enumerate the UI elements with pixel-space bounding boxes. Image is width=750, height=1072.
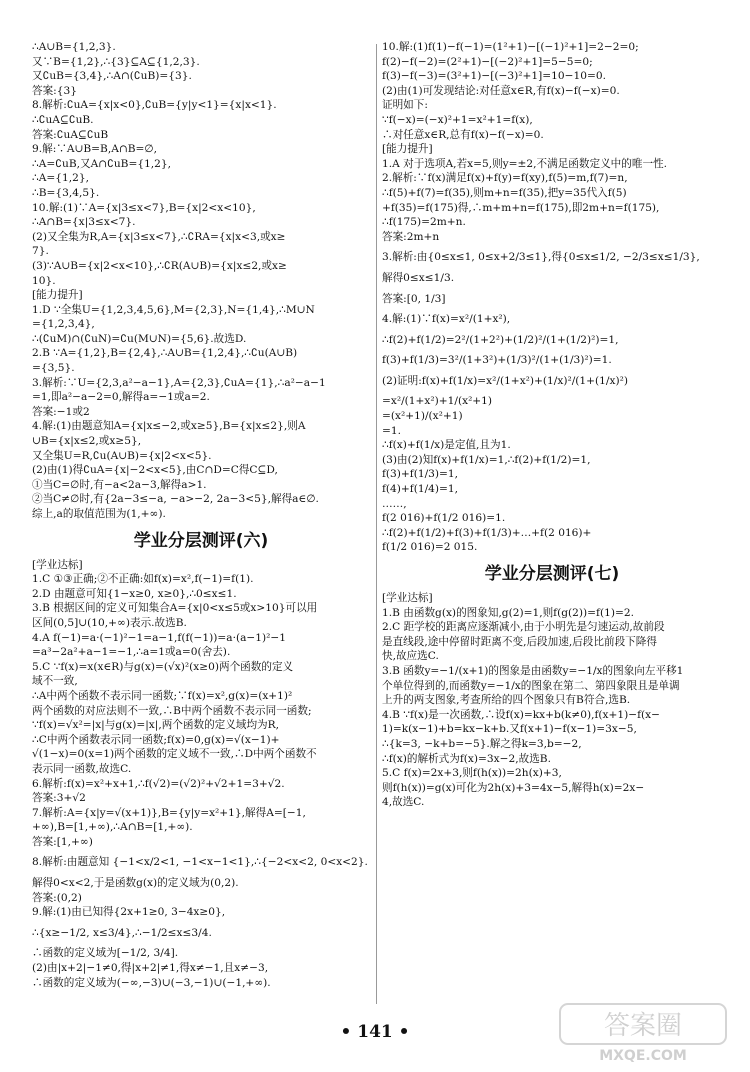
- text-line: 又∵B={1,2},∴{3}⊆A⊆{1,2,3}.: [32, 55, 200, 68]
- text-line: 4.B ∵f(x)是一次函数,∴设f(x)=kx+b(k≠0),f(x+1)−f(x−: [382, 708, 661, 721]
- text-line: 2.B ∵A={1,2},B={2,4},∴A∪B={1,2,4},∴∁u(A∪B): [32, 347, 298, 360]
- text-line: 答案:−1或2: [32, 405, 90, 418]
- text-line: ∴f(2)+f(1/2)=2²/(1+2²)+(1/2)²/(1+(1/2)²)=1,: [382, 333, 619, 346]
- text-line: ∴{x≥−1/2, x≤3/4},∴−1/2≤x≤3/4.: [32, 926, 212, 939]
- text-line: f(2 016)+f(1/2 016)=1.: [382, 512, 506, 525]
- text-line: 解得0≤x≤1/3.: [382, 271, 455, 284]
- text-line: (2)又全集为R,A={x|3≤x<7},∴∁RA={x|x<3,或x≥: [32, 230, 286, 243]
- text-line: 5.C ∵f(x)=x(x∈R)与g(x)=(√x)²(x≥0)两个函数的定义: [32, 660, 294, 673]
- text-line: 综上,a的取值范围为(1,+∞).: [32, 508, 166, 520]
- text-line: 又全集U=R,∁u(A∪B)={x|2<x<5}.: [32, 449, 212, 462]
- text-line: (2)证明:f(x)+f(1/x)=x²/(1+x²)+(1/x)²/(1+(1/x)²): [382, 374, 628, 387]
- text-line: 答案:{3}: [32, 84, 77, 97]
- text-line: 答案:[0, 1/3]: [382, 292, 446, 305]
- text-line: ∴(∁uM)∩(∁uN)=∁u(M∪N)={5,6}.故选D.: [32, 332, 247, 345]
- text-line: 1.D ∵全集U={1,2,3,4,5,6},M={2,3},N={1,4},∴M∪N: [32, 303, 315, 316]
- text-line: (2)由(1)可发现结论:对任意x∈R,有f(x)−f(−x)=0.: [382, 84, 620, 97]
- text-line: 2.D 由题意可知{1−x≥0, x≥0},∴0≤x≤1.: [32, 587, 237, 600]
- text-line: ∴A∩B={x|3≤x<7}.: [32, 216, 136, 229]
- left-column: [32, 40, 370, 990]
- text-line: 答案:∁uA⊆∁uB: [32, 128, 109, 141]
- text-line: ∵f(−x)=(−x)²+1=x²+1=f(x),: [382, 113, 533, 126]
- text-line: 4.A f(−1)=a·(−1)²−1=a−1,f(f(−1))=a·(a−1)²−1: [32, 631, 287, 644]
- watermark-text: 答案圈: [603, 1011, 683, 1041]
- text-line: ∴f(2)+f(1/2)+f(3)+f(1/3)+…+f(2 016)+: [382, 526, 592, 539]
- text-line: 8.解析:∁uA={x|x<0},∁uB={y|y<1}={x|x<1}.: [32, 99, 277, 112]
- text-line: f(3)−f(−3)=(3²+1)−[(−3)²+1]=10−10=0.: [382, 70, 606, 83]
- text-line: 证明如下:: [382, 99, 428, 112]
- text-line: 1.A 对于选项A,若x=5,则y=±2,不满足函数定义中的唯一性.: [382, 157, 668, 170]
- text-line: 域不一致,: [32, 675, 78, 688]
- text-line: f(2)−f(−2)=(2²+1)−[(−2)²+1]=5−5=0;: [382, 55, 593, 68]
- text-line: 答案:2m+n: [382, 230, 440, 243]
- text-line: 快,故应选C.: [382, 650, 439, 663]
- text-line: ∴f(x)的解析式为f(x)=3x−2,故选B.: [382, 752, 551, 765]
- text-line: 4.解:(1)∵f(x)=x²/(1+x²),: [382, 313, 511, 326]
- text-line: 3.解析:由{0≤x≤1, 0≤x+2/3≤1},得{0≤x≤1/2, −2/3≤x≤1/3},: [382, 251, 700, 264]
- text-line: 则f(h(x))=g(x)可化为2h(x)+3=4x−5,解得h(x)=2x−: [382, 781, 645, 794]
- text-line: 1.C ①③正确;②不正确:如f(x)=x²,f(−1)=f(1).: [32, 573, 254, 586]
- text-line: 2.C 距学校的距离应逐渐减小,由于小明先是匀速运动,故前段: [382, 621, 665, 634]
- text-line: 解得0<x<2,于是函数g(x)的定义域为(0,2).: [32, 877, 239, 890]
- text-line: ∴对任意x∈R,总有f(x)−f(−x)=0.: [382, 128, 544, 141]
- text-line: f(1/2 016)=2 015.: [382, 541, 478, 554]
- text-line: 4,故选C.: [382, 796, 425, 809]
- text-line: ∪B={x|x≤2,或x≥5},: [32, 435, 142, 448]
- text-line: 9.解:∵A∪B=B,A∩B=∅,: [32, 143, 157, 156]
- text-line: [学业达标]: [382, 592, 433, 604]
- text-line: 3.B 函数y=−1/(x+1)的图象是由函数y=−1/x的图象向左平移1: [382, 664, 684, 677]
- text-line: 上升的两支图象,考查所给的四个图象只有B符合,选B.: [382, 694, 631, 707]
- text-line: 10}.: [32, 274, 56, 287]
- text-line: ∴函数的定义域为[−1/2, 3/4].: [32, 947, 179, 960]
- text-line: ②当C≠∅时,有{2a−3≤−a, −a>−2, 2a−3<5},解得a∈∅.: [32, 493, 319, 506]
- text-line: (3)∵A∪B={x|2<x<10},∴∁R(A∪B)={x|x≤2,或x≥: [32, 259, 287, 272]
- text-line: 区间(0,5]∪(10,+∞)表示.故选B.: [32, 616, 187, 629]
- column-divider: [376, 44, 377, 1004]
- text-line: ∴A中两个函数不表示同一函数;∵f(x)=x²,g(x)=(x+1)²: [32, 689, 293, 702]
- text-line: +f(35)=f(175)得,∴m+m+n=f(175),即2m+n=f(175),: [382, 201, 660, 214]
- text-line: 1.B 由函数g(x)的图象知,g(2)=1,则f(g(2))=f(1)=2.: [382, 606, 634, 619]
- text-line: 3.B 根据区间的定义可知集合A={x|0<x≤5或x>10}可以用: [32, 602, 318, 615]
- text-line: f(4)+f(1/4)=1,: [382, 483, 459, 496]
- text-line: ∴A={1,2},: [32, 172, 89, 185]
- text-line: [学业达标]: [32, 558, 83, 571]
- section-heading: 学业分层测评(六): [133, 530, 269, 551]
- text-line: ①当C=∅时,有−a<2a−3,解得a>1.: [32, 478, 207, 491]
- text-line: 个单位得到的,而函数y=−1/x的图象在第二、第四象限且是单调: [382, 679, 680, 692]
- text-line: +∞),B=[1,+∞),∴A∩B=[1,+∞).: [32, 821, 193, 834]
- text-line: ∴A=∁uB,又A∩∁uB={1,2},: [32, 157, 172, 170]
- text-line: 表示同一函数,故选C.: [32, 762, 132, 775]
- watermark-logo: [558, 1000, 728, 1064]
- text-line: 3.解析:∵U={2,3,a²−a−1},A={2,3},∁uA={1},∴a²−a−1: [32, 376, 326, 389]
- text-line: ∵f(x)=√x²=|x|与g(x)=|x|,两个函数的定义域均为R,: [32, 719, 279, 732]
- text-line: ∴{k=3, −k+b=−5}.解之得k=3,b=−2,: [382, 737, 582, 750]
- text-line: 10.解:(1)∵A={x|3≤x<7},B={x|2<x<10},: [32, 201, 256, 214]
- text-line: ∴f(x)+f(1/x)是定值,且为1.: [382, 439, 511, 452]
- text-line: =a³−2a²+a−1=−1,∴a=1或a=0(舍去).: [32, 646, 231, 659]
- text-line: ={1,2,3,4},: [32, 318, 95, 331]
- text-line: 1)=k(x−1)+b=kx−k+b.又f(x+1)−f(x−1)=3x−5,: [382, 723, 637, 736]
- text-line: 是直线段,途中停留时距离不变,后段加速,后段比前段下降得: [382, 635, 657, 648]
- text-line: ∴f(175)=2m+n.: [382, 216, 466, 229]
- text-line: ∴B={3,4,5}.: [32, 186, 100, 199]
- text-line: 10.解:(1)f(1)−f(−1)=(1²+1)−[(−1)²+1]=2−2=0;: [382, 41, 639, 53]
- text-line: [能力提升]: [32, 289, 83, 302]
- text-line: 答案:3+√2: [32, 792, 86, 805]
- text-line: (2)由|x+2|−1≠0,得|x+2|≠1,得x≠−1,且x≠−3,: [32, 962, 269, 975]
- text-line: [能力提升]: [382, 143, 433, 156]
- text-line: 9.解:(1)由已知得{2x+1≥0, 3−4x≥0},: [32, 906, 226, 919]
- text-line: 又∁uB={3,4},∴A∩(∁uB)={3}.: [32, 70, 192, 83]
- text-line: ∴A∪B={1,2,3}.: [32, 41, 116, 53]
- text-line: (2)由(1)得∁uA={x|−2<x<5},由C∩D=C得C⊆D,: [32, 464, 278, 477]
- text-line: =1,即a²−a−2=0,解得a=−1或a=2.: [32, 391, 210, 404]
- text-line: 7}.: [32, 245, 49, 258]
- text-line: 8.解析:由题意知 {−1<x/2<1, −1<x−1<1},∴{−2<x<2, 0<x<2}.: [32, 856, 368, 869]
- text-line: ∴∁uA⊆∁uB.: [32, 113, 94, 126]
- text-line: ……,: [382, 497, 407, 510]
- text-line: f(3)+f(1/3)=1,: [382, 468, 459, 481]
- section-heading: 学业分层测评(七): [484, 564, 620, 584]
- text-line: (3)由(2)知f(x)+f(1/x)=1,∴f(2)+f(1/2)=1,: [382, 453, 591, 466]
- text-line: 2.解析:∵f(x)满足f(x)+f(y)=f(xy),f(5)=m,f(7)=n,: [382, 172, 628, 185]
- text-line: f(3)+f(1/3)=3²/(1+3²)+(1/3)²/(1+(1/3)²)=1.: [382, 354, 612, 367]
- text-line: √(1−x)=0(x=1)两个函数的定义域不一致,∴D中两个函数不: [32, 748, 317, 761]
- text-line: 6.解析:f(x)=x²+x+1,∴f(√2)=(√2)²+√2+1=3+√2.: [32, 777, 285, 790]
- text-line: ∴函数的定义域为(−∞,−3)∪(−3,−1)∪(−1,+∞).: [32, 976, 271, 989]
- text-line: 4.解:(1)由题意知A={x|x≤−2,或x≥5},B={x|x≤2},则A: [32, 420, 306, 433]
- text-line: 5.C f(x)=2x+3,则f(h(x))=2h(x)+3,: [382, 767, 562, 780]
- text-line: =1.: [382, 424, 401, 437]
- text-line: ={3,5}.: [32, 362, 75, 375]
- text-line: ∴C中两个函数表示同一函数;f(x)=0,g(x)=√(x−1)+: [32, 733, 280, 746]
- text-line: =(x²+1)/(x²+1): [382, 410, 463, 423]
- text-line: 答案:[1,+∞): [32, 835, 93, 848]
- watermark-url: MXQE.COM: [599, 1048, 687, 1064]
- text-line: ∴f(5)+f(7)=f(35),则m+n=f(35),把y=35代入f(5): [382, 186, 627, 199]
- page-number: • 141 •: [340, 1022, 410, 1042]
- text-line: 答案:(0,2): [32, 891, 82, 904]
- text-line: 7.解析:A={x|y=√(x+1)},B={y|y=x²+1},解得A=[−1,: [32, 806, 306, 819]
- text-line: =x²/(1+x²)+1/(x²+1): [382, 395, 493, 408]
- right-column: [382, 40, 722, 810]
- text-line: 两个函数的对应法则不一致,∴B中两个函数不表示同一函数;: [32, 704, 312, 717]
